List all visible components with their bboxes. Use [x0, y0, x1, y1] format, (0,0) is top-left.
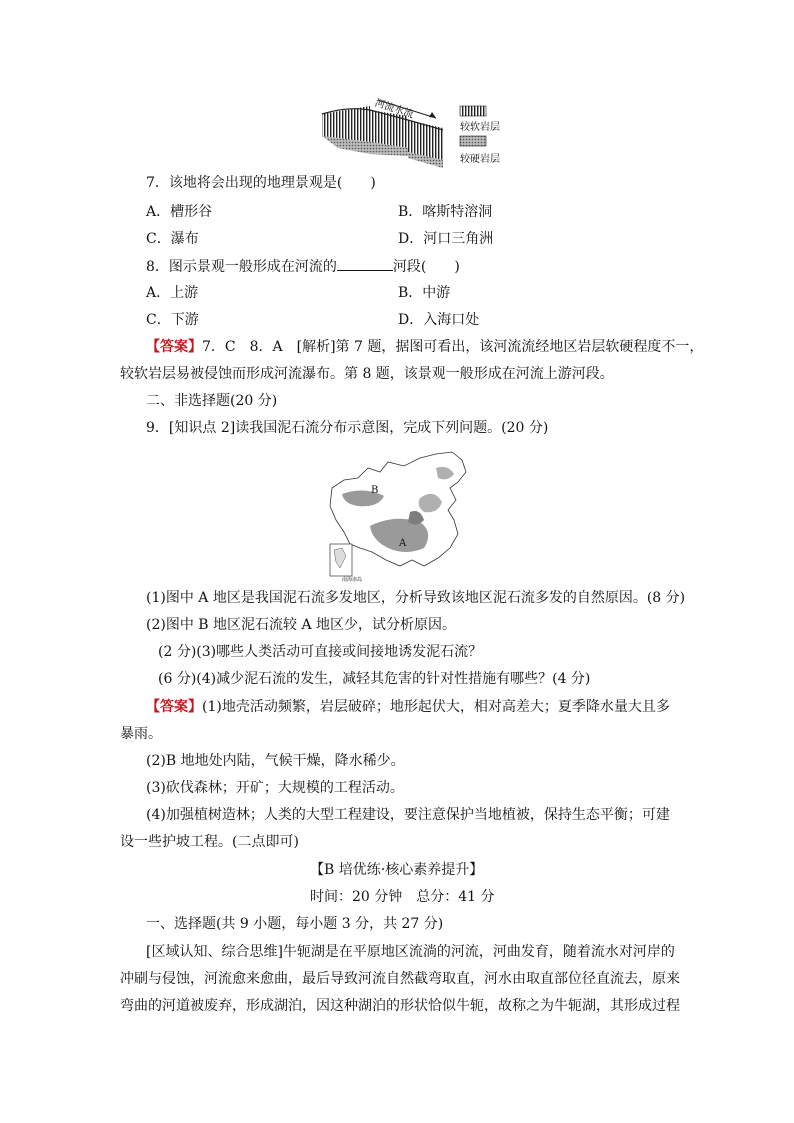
legend-hard-rock: 较硬岩层 — [460, 154, 500, 165]
answer-9-line-1 — [146, 697, 670, 717]
answer-9-line-6: 设一些护坡工程。(二点即可) — [120, 834, 299, 850]
question-7-stem: 7．该地将会出现的地理景观是( ) — [146, 175, 376, 191]
question-9-part-2: (2)图中 B 地区泥石流较 A 地区少，试分析原因。 — [146, 617, 457, 633]
section-heading-2: 二、非选择题(20 分) — [146, 393, 278, 409]
answer-7-8-line-1 — [146, 337, 703, 357]
section-b-paragraph-line-1: [区域认知、综合思维]牛轭湖是在平原地区流淌的河流，河曲发育，随着流水对河岸的 — [146, 944, 675, 960]
section-b-part-1: 一、选择题(共 9 小题，每小题 3 分，共 27 分) — [146, 916, 444, 932]
answer-text: (1)地壳活动频繁，岩层破碎；地形起伏大，相对高差大；夏季降水量大且多 — [202, 699, 670, 715]
answer-7-8-line-2: 较软岩层易被侵蚀而形成河流瀑布。第 8 题，该景观一般形成在河流上游河段。 — [120, 366, 614, 382]
answer-tag: 【答案】 — [146, 339, 202, 355]
question-9-part-3: (2 分)(3)哪些人类活动可直接或间接地诱发泥石流？ — [158, 644, 483, 660]
section-b-paragraph-line-3: 弯曲的河道被废弃，形成湖泊，因这种湖泊的形状恰似牛轭，故称之为牛轭湖，其形成过程 — [120, 998, 680, 1014]
section-b-title: 【B 培优练·核心素养提升】 — [310, 862, 484, 878]
question-8-stem-post: 河段( ) — [392, 259, 460, 275]
map-inset-caption: 南海诸岛 — [342, 577, 363, 583]
question-9-part-4: (6 分)(4)减少泥石流的发生，减轻其危害的针对性措施有哪些？(4 分) — [158, 671, 591, 687]
question-8-stem — [146, 256, 460, 277]
section-b-paragraph-line-2: 冲刷与侵蚀，河流愈来愈曲，最后导致河流自然截弯取直，河水由取直部位径直流去，原来 — [120, 971, 680, 987]
answer-9-line-2: 暴雨。 — [120, 726, 162, 742]
map-label-b: B — [371, 485, 379, 496]
question-7-option-a: A．槽形谷 — [146, 204, 213, 220]
question-7-option-c: C．瀑布 — [146, 231, 199, 247]
answer-9-line-5: (4)加强植树造林；人类的大型工程建设，要注意保护当地植被，保持生态平衡；可建 — [146, 807, 670, 823]
question-8-stem-pre: 8．图示景观一般形成在河流的 — [146, 259, 337, 275]
question-9-stem: 9．[知识点 2]读我国泥石流分布示意图，完成下列问题。(20 分) — [146, 420, 549, 436]
answer-blank — [337, 256, 393, 271]
question-9-part-1: (1)图中 A 地区是我国泥石流多发地区，分析导致该地区泥石流多发的自然原因。(8 分) — [146, 590, 686, 606]
china-debris-flow-map — [324, 448, 474, 580]
question-8-option-c: C．下游 — [146, 312, 199, 328]
section-b-time: 时间：20 分钟 总分：41 分 — [310, 889, 495, 905]
legend-soft-rock: 较软岩层 — [460, 122, 500, 133]
question-8-option-a: A．上游 — [146, 285, 199, 301]
question-8-option-b: B．中游 — [398, 285, 451, 301]
question-7-option-d: D．河口三角洲 — [398, 231, 494, 247]
answer-9-line-3: (2)B 地地处内陆，气候干燥，降水稀少。 — [146, 753, 405, 769]
answer-tag: 【答案】 — [146, 699, 202, 715]
map-label-a: A — [399, 538, 407, 549]
answer-text: 7．C 8．A [解析]第 7 题，据图可看出，该河流流经地区岩层软硬程度不一， — [202, 339, 704, 355]
question-7-option-b: B．喀斯特溶洞 — [398, 204, 493, 220]
flow-direction-label: 河流水流 — [373, 97, 415, 121]
question-8-option-d: D．入海口处 — [398, 312, 480, 328]
answer-9-line-4: (3)砍伐森林；开矿；大规模的工程活动。 — [146, 780, 404, 796]
